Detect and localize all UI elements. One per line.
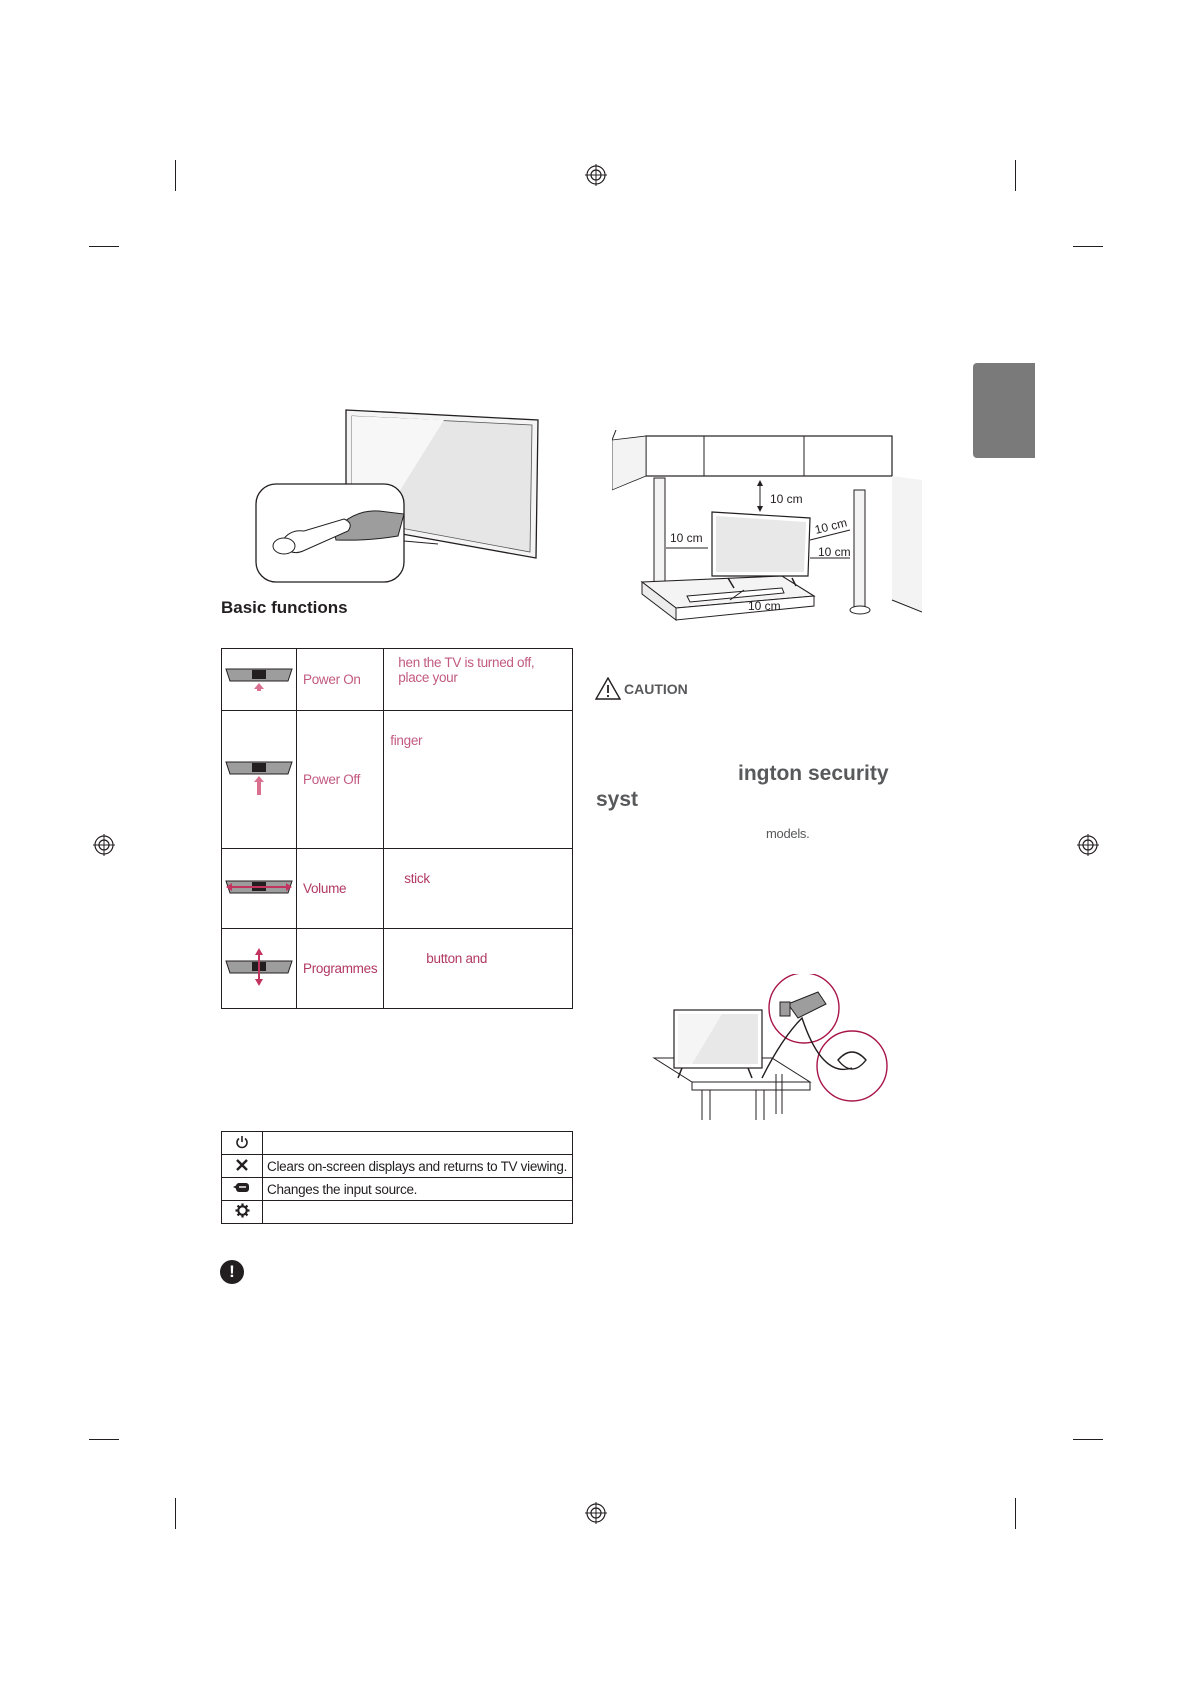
programmes-description: button and [384,929,573,1009]
kensington-lock-illustration [652,974,892,1120]
basic-functions-heading: Basic functions [221,598,348,617]
joystick-up-down-icon [222,929,297,1009]
crop-mark [175,160,176,191]
registration-mark-icon [1077,834,1099,856]
crop-mark [89,246,119,247]
joystick-illustration [254,406,544,586]
table-row [222,929,573,1009]
registration-mark-icon [585,1502,607,1524]
close-icon [222,1155,263,1178]
power-icon [222,1132,263,1155]
table-row [222,1178,573,1201]
registration-mark-icon [585,164,607,186]
dim-bottom-label: 10 cm [748,599,781,613]
power-off-description: finger [384,711,573,849]
kensington-heading-line1: ington security [738,762,889,785]
kensington-body-text: models. [766,826,810,841]
menu-row-text [263,1201,573,1224]
dim-right-lower-label: 10 cm [818,545,851,559]
menu-row-text [263,1132,573,1155]
table-row [222,1155,573,1178]
joystick-left-right-icon [222,849,297,929]
crop-mark [1073,246,1103,247]
caution-icon [595,677,621,700]
programmes-label: Programmes [297,929,384,1009]
kensington-heading-line2: syst [596,788,639,811]
dim-top-label: 10 cm [770,492,803,506]
installation-clearance-illustration [612,430,922,638]
dim-left-label: 10 cm [670,531,703,545]
crop-mark [89,1439,119,1440]
language-tab [973,363,1035,458]
note-icon: ! [220,1260,244,1284]
basic-functions-table [221,648,573,1009]
menu-row-text: Changes the input source. [263,1178,573,1201]
table-row [222,649,573,711]
crop-mark [1015,1498,1016,1529]
input-icon [222,1178,263,1201]
table-row [222,711,573,849]
power-on-description: hen the TV is turned off, place your [384,649,573,711]
volume-label: Volume [297,849,384,929]
volume-description: stick [384,849,573,929]
registration-mark-icon [93,834,115,856]
table-row [222,1132,573,1155]
power-off-label: Power Off [297,711,384,849]
menu-row-text: Clears on-screen displays and returns to TV viewing. [263,1155,573,1178]
settings-icon [222,1201,263,1224]
crop-mark [1015,160,1016,191]
table-row [222,1201,573,1224]
table-row [222,849,573,929]
power-on-label: Power On [297,649,384,711]
menu-table [221,1131,573,1224]
dim-right-upper-label: 10 cm [813,515,849,537]
crop-mark [1073,1439,1103,1440]
joystick-press-icon [222,711,297,849]
joystick-up-icon [222,649,297,711]
crop-mark [175,1498,176,1529]
caution-label: CAUTION [624,681,688,697]
